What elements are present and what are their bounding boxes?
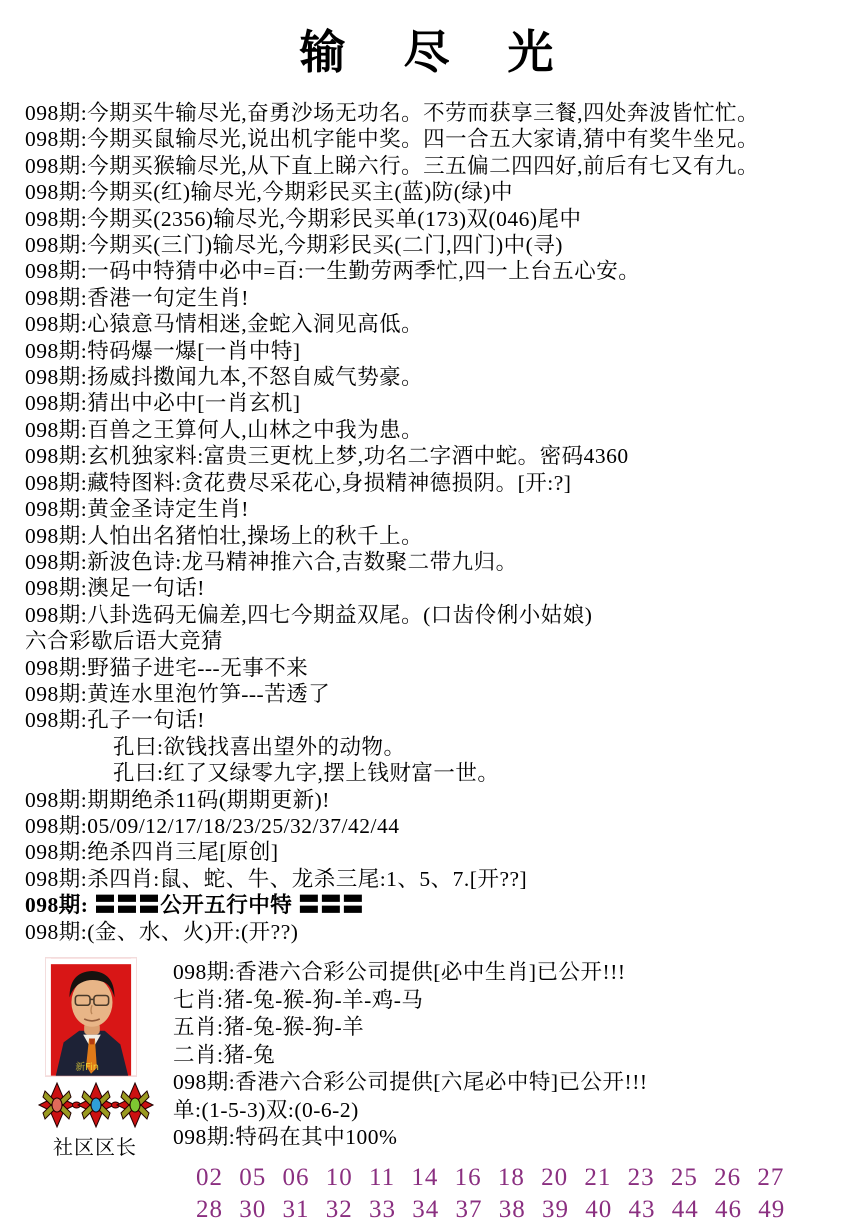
tip-line: 098期:人怕出名猪怕壮,操场上的秋千上。 — [25, 523, 424, 548]
footer-line: 五肖:猪-兔-猴-狗-羊 — [173, 1015, 365, 1039]
svg-text:新Fin: 新Fin — [75, 1061, 99, 1073]
tips-list — [0, 100, 859, 945]
tip-line: 098期:今期买(2356)输尽光,今期彩民买单(173)双(046)尾中 — [25, 206, 582, 231]
tip-line: 098期:(金、水、火)开:(开??) — [25, 919, 299, 944]
tip-line: 098期:百兽之王算何人,山林之中我为患。 — [25, 417, 424, 442]
tip-line: 098期:今期买牛输尽光,奋勇沙场无功名。不劳而获享三餐,四处奔波皆忙忙。 — [25, 101, 759, 125]
footer — [0, 957, 859, 1160]
tip-line: 098期:新波色诗:龙马精神推六合,吉数聚二带九归。 — [25, 549, 518, 574]
footer-lines — [173, 957, 648, 1160]
tip-line: 孔曰:红了又绿零九字,摆上钱财富一世。 — [113, 761, 500, 786]
community-chief-photo — [45, 957, 137, 1077]
tip-line: 098期:特码爆一爆[一肖中特] — [25, 338, 301, 363]
footer-line: 098期:香港六合彩公司提供[必中生肖]已公开!!! — [173, 960, 626, 984]
tip-line: 098期:猜出中必中[一肖玄机] — [25, 391, 301, 416]
lucky-numbers — [0, 1162, 859, 1226]
tip-line: 098期:今期买鼠输尽光,说出机字能中奖。四一合五大家请,猜中有奖牛坐兄。 — [25, 127, 759, 152]
tip-line: 098期:黄金圣诗定生肖! — [25, 497, 249, 522]
numbers-row-1: 02 05 06 10 11 14 16 18 20 21 23 25 26 27 — [196, 1164, 785, 1191]
tip-line: 098期:扬威抖擞闻九本,不怒自威气势豪。 — [25, 365, 424, 390]
tip-line: 098期:澳足一句话! — [25, 576, 205, 601]
footer-line: 二肖:猪-兔 — [173, 1042, 276, 1067]
tip-line: 098期:期期绝杀11码(期期更新)! — [25, 787, 330, 812]
tip-line: 098期:05/09/12/17/18/23/25/32/37/42/44 — [25, 813, 400, 838]
photo-caption: 社区区长 — [53, 1137, 137, 1159]
tip-line: 098期:心猿意马情相迷,金蛇入洞见高低。 — [25, 312, 424, 337]
tip-line: 098期:黄连水里泡竹笋---苦透了 — [25, 681, 331, 706]
tip-line: 098期:一码中特猜中必中=百:一生勤劳两季忙,四一上台五心安。 — [25, 259, 641, 284]
footer-left — [45, 957, 157, 1160]
tip-line: 098期:今期买(三门)输尽光,今期彩民买(二门,四门)中(寻) — [25, 233, 563, 258]
tip-line: 098期: 〓〓〓公开五行中特 〓〓〓 — [25, 893, 365, 918]
tip-line: 098期:八卦选码无偏差,四七今期益双尾。(口齿伶俐小姑娘) — [25, 602, 593, 627]
tip-line: 098期:孔子一句话! — [25, 708, 205, 733]
tip-line: 098期:玄机独家料:富贵三更枕上梦,功名二字酒中蛇。密码4360 — [25, 444, 629, 469]
flower-medal-icon — [37, 1079, 155, 1131]
footer-line: 098期:香港六合彩公司提供[六尾必中特]已公开!!! — [173, 1070, 648, 1094]
section-heading: 六合彩歇后语大竞猜 — [25, 629, 224, 654]
tip-line: 098期:野猫子进宅---无事不来 — [25, 655, 309, 680]
tip-line: 098期:香港一句定生肖! — [25, 285, 249, 310]
footer-line: 单:(1-5-3)双:(0-6-2) — [173, 1097, 359, 1122]
tip-line: 098期:今期买猴输尽光,从下直上睇六行。三五偏二四四好,前后有七又有九。 — [25, 153, 759, 178]
footer-line: 七肖:猪-兔-猴-狗-羊-鸡-马 — [173, 987, 424, 1012]
tip-line: 098期:今期买(红)输尽光,今期彩民买主(蓝)防(绿)中 — [25, 180, 514, 205]
tip-line: 孔曰:欲钱找喜出望外的动物。 — [113, 734, 406, 759]
tip-line: 098期:藏特图料:贪花费尽采花心,身损精神德损阴。[开:?] — [25, 470, 572, 495]
numbers-row-2: 28 30 31 32 33 34 37 38 39 40 43 44 46 49 — [196, 1196, 786, 1223]
footer-line: 098期:特码在其中100% — [173, 1125, 398, 1149]
page-title: 输 尽 光 — [299, 27, 560, 78]
tip-line: 098期:杀四肖:鼠、蛇、牛、龙杀三尾:1、5、7.[开??] — [25, 866, 528, 891]
tip-line: 098期:绝杀四肖三尾[原创] — [25, 840, 279, 865]
